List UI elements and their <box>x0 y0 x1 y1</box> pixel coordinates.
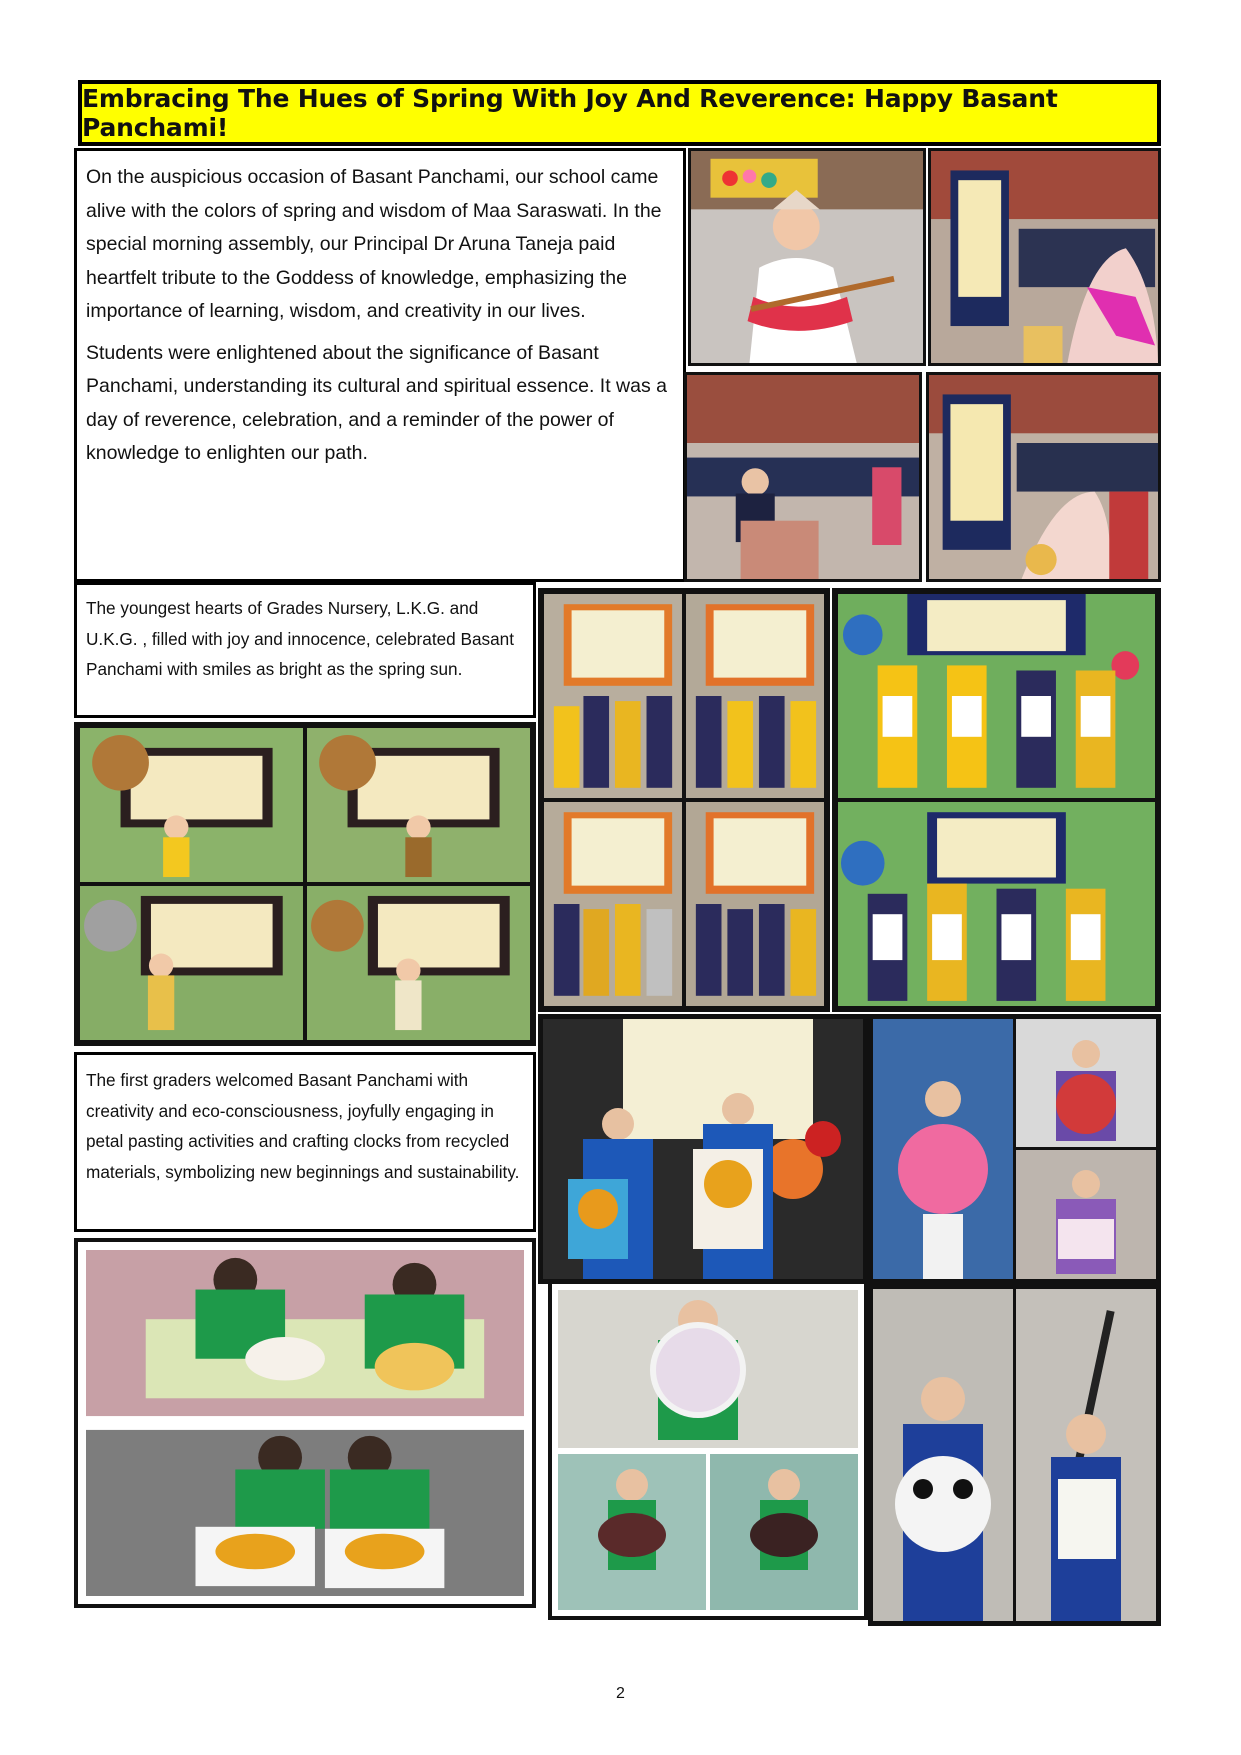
intro-text-box <box>74 148 686 582</box>
pre-primary-text-box <box>74 582 536 718</box>
intro-paragraph-1: On the auspicious occasion of Basant Panchami, our school came alive with the colors of spring and wisdom of Maa Saraswati. In the special morning assembly, our Principal Dr Aruna Taneja paid heartfelt tribute to the Goddess of knowledge, emphasizing the importance of learning, wisdom, and creativity in our lives. <box>86 166 662 322</box>
photo-grade-one-clock-crafts <box>548 1280 868 1620</box>
photo-assembly-students-1 <box>928 148 1161 366</box>
photo-assembly-speaker <box>684 372 922 582</box>
pre-primary-text: The youngest hearts of Grades Nursery, L.K.G. and U.K.G. , filled with joy and innocence, celebrated Basant Panchami with smiles as bright as the spring sun. <box>86 598 515 679</box>
page-title-banner <box>78 80 1161 146</box>
photo-grade-one-tree-art <box>538 1014 868 1284</box>
pre-primary-collage-middle <box>538 588 830 1012</box>
photo-child-brown-outfit <box>307 728 530 882</box>
photo-kids-kite-art-1 <box>838 594 1155 798</box>
photo-kids-group-3 <box>544 802 682 1006</box>
photo-grade-one-petal-pasting <box>74 1238 536 1608</box>
page-number: 2 <box>616 1685 625 1702</box>
photo-child-floral-suit <box>80 886 303 1040</box>
pre-primary-collage-left <box>74 722 536 1046</box>
grade-one-text: The first graders welcomed Basant Panchami with creativity and eco-consciousness, joyfully engaging in petal pasting activities and crafting clocks from recycled materials, symbolizing new beginnings and sustainability. <box>86 1070 520 1182</box>
photo-kids-group-4 <box>686 802 824 1006</box>
grade-one-text-box <box>74 1052 536 1232</box>
photo-child-yellow-jacket <box>80 728 303 882</box>
photo-assembly-students-2 <box>926 372 1161 582</box>
photo-saraswati-costume <box>688 148 926 366</box>
photo-kids-kite-art-2 <box>838 802 1155 1006</box>
photo-grade-one-clock-craft-collage <box>868 1014 1161 1284</box>
photo-kids-group-2 <box>686 594 824 798</box>
intro-paragraph-2: Students were enlightened about the significance of Basant Panchami, understanding its cultural and spiritual essence. It was a day of reverence, celebration, and a reminder of the power of knowledge to enlighten our path. <box>86 341 667 464</box>
photo-grade-one-clock-girls <box>868 1284 1161 1626</box>
pre-primary-collage-right <box>832 588 1161 1012</box>
page-title: Embracing The Hues of Spring With Joy And Reverence: Happy Basant Panchami! <box>82 84 1058 142</box>
photo-kids-group-1 <box>544 594 682 798</box>
photo-child-cream-sweater <box>307 886 530 1040</box>
